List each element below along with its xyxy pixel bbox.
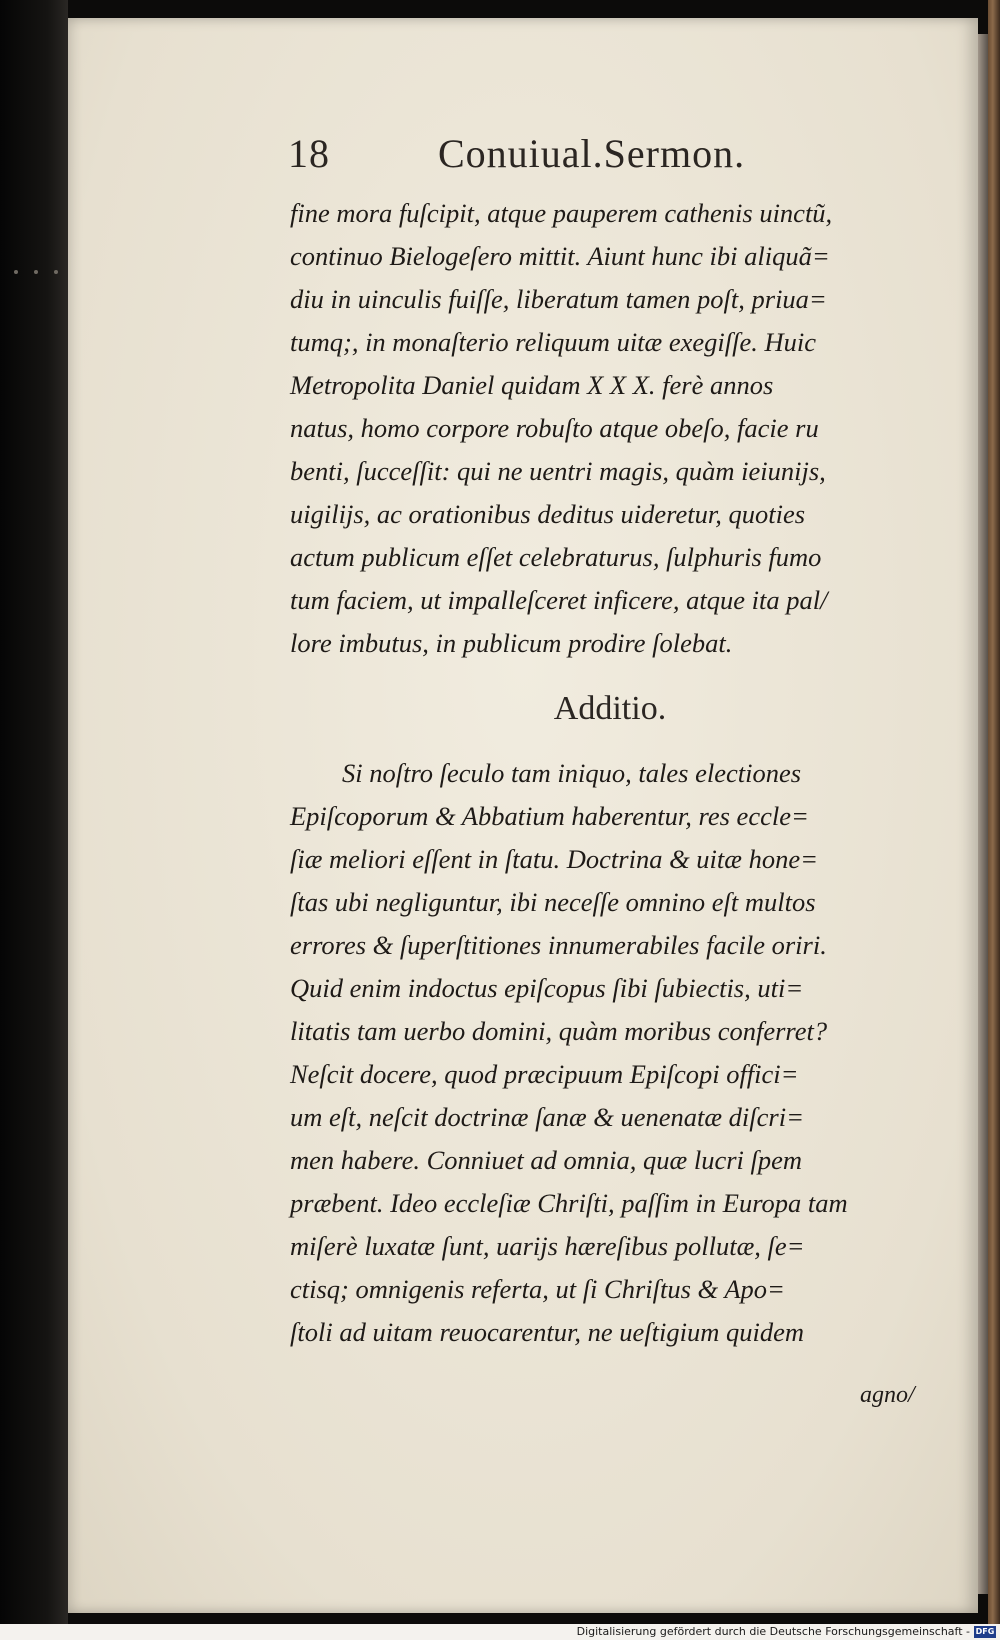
- page-edge: [988, 0, 1000, 1625]
- text-line: benti, ſucceſſit: qui ne uentri magis, quàm ieiunijs,: [290, 456, 826, 486]
- text-line: errores & ſuperſtitiones innumerabiles facile oriri.: [290, 930, 827, 960]
- dfg-logo-icon: DFG: [975, 1627, 995, 1636]
- text-line: ſtas ubi negliguntur, ibi neceſſe omnino eſt multos: [290, 887, 816, 917]
- text-line: men habere. Conniuet ad omnia, quæ lucri ſpem: [290, 1145, 803, 1175]
- body-text-section-1: [290, 192, 930, 665]
- text-line: continuo Bielogeſero mittit. Aiunt hunc ibi aliquã=: [290, 241, 830, 271]
- text-line: ſtoli ad uitam reuocarentur, ne ueſtigium quidem: [290, 1317, 804, 1347]
- catchword: agno/: [860, 1382, 915, 1408]
- decorative-dots: [14, 270, 58, 280]
- text-line: um eſt, neſcit doctrinæ ſanæ & uenenatæ diſcri=: [290, 1102, 804, 1132]
- text-line: lore imbutus, in publicum prodire ſolebat.: [290, 628, 733, 658]
- text-line: Si noſtro ſeculo tam iniquo, tales electiones: [342, 758, 802, 788]
- text-line: natus, homo corpore robuſto atque obeſo, facie ru: [290, 413, 819, 443]
- text-line: ſiæ meliori eſſent in ſtatu. Doctrina & uitæ hone=: [290, 844, 818, 874]
- page-number: 18: [288, 131, 330, 176]
- text-line: fine mora fuſcipit, atque pauperem cathenis uinctũ,: [290, 198, 833, 228]
- text-line: Neſcit docere, quod præcipuum Epiſcopi offici=: [290, 1059, 799, 1089]
- running-title: Conuiual.Sermon.: [438, 131, 746, 176]
- text-line: litatis tam uerbo domini, quàm moribus conferret?: [290, 1016, 828, 1046]
- text-line: actum publicum eſſet celebraturus, ſulphuris fumo: [290, 542, 822, 572]
- text-line: tum faciem, ut impalleſceret inficere, atque ita pal/: [290, 585, 828, 615]
- text-line: tumq;, in monaſterio reliquum uitæ exegiſſe. Huic: [290, 327, 816, 357]
- text-line: Epiſcoporum & Abbatium haberentur, res eccle=: [290, 801, 809, 831]
- book-spine-shadow: [0, 0, 68, 1625]
- digitization-credit: Digitalisierung gefördert durch die Deutsche Forschungsgemeinschaft -: [576, 1625, 970, 1638]
- text-line: diu in uinculis fuiſſe, liberatum tamen poſt, priua=: [290, 284, 827, 314]
- text-line: Quid enim indoctus epiſcopus ſibi ſubiectis, uti=: [290, 973, 804, 1003]
- page-header: [288, 130, 808, 190]
- text-line: Metropolita Daniel quidam X X X. ferè annos: [290, 370, 774, 400]
- text-line: uigilijs, ac orationibus deditus uideretur, quoties: [290, 499, 806, 529]
- body-text-section-2: [290, 752, 930, 1354]
- text-line: præbent. Ideo eccleſiæ Chriſti, paſſim in Europa tam: [290, 1188, 848, 1218]
- section-heading: Additio.: [553, 690, 667, 727]
- text-line: miſerè luxatæ ſunt, uarijs hæreſibus pollutæ, ſe=: [290, 1231, 805, 1261]
- text-line: ctisq; omnigenis referta, ut ſi Chriſtus & Apo=: [290, 1274, 785, 1304]
